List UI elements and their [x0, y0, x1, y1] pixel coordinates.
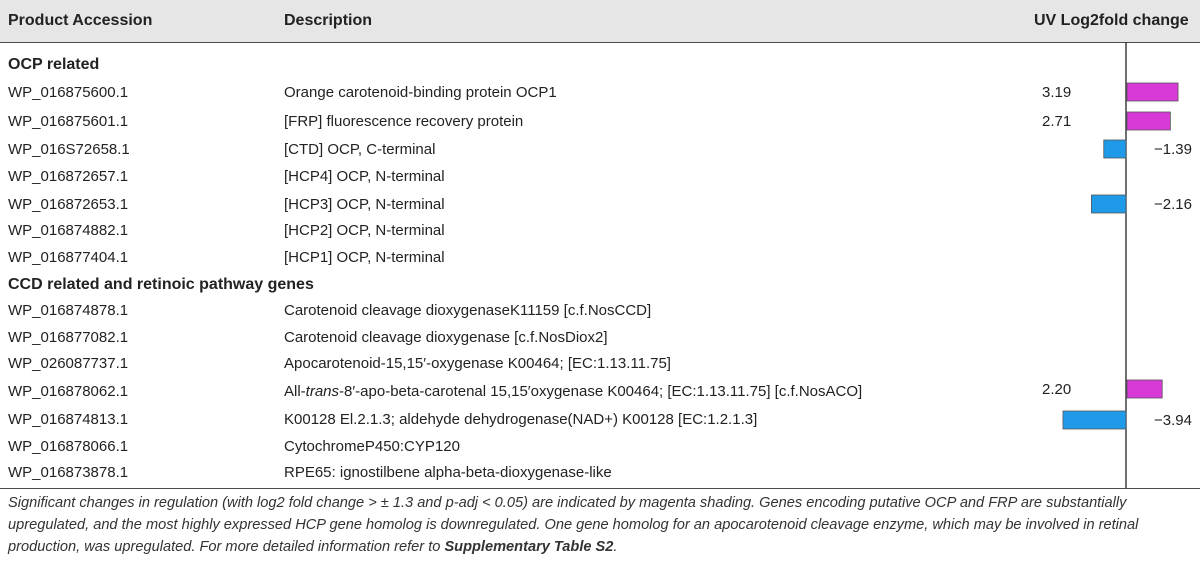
accession: WP_016874813.1 [8, 411, 129, 428]
description-italic: trans [305, 383, 340, 400]
caption-end: . [613, 539, 618, 555]
description: [HCP3] OCP, N-terminal [284, 196, 445, 213]
bar-value-label: 2.20 [1042, 381, 1072, 398]
header-accession: Product Accession [8, 12, 153, 29]
description: Carotenoid cleavage dioxygenase [c.f.NosDiox2] [284, 329, 608, 346]
description: [HCP4] OCP, N-terminal [284, 168, 445, 185]
log2fold-bar [1091, 195, 1126, 213]
bar-value-label: −2.16 [1154, 196, 1192, 213]
log2fold-bar [1104, 140, 1126, 158]
accession: WP_016877404.1 [8, 249, 129, 266]
bar-value-label: 3.19 [1042, 84, 1072, 101]
accession: WP_016872653.1 [8, 196, 129, 213]
description: [CTD] OCP, C-terminal [284, 141, 436, 158]
header-change: UV Log2fold change [1034, 12, 1189, 29]
bar-value-label: −1.39 [1154, 141, 1192, 158]
header-description: Description [284, 12, 373, 29]
accession: WP_016878066.1 [8, 438, 129, 455]
description-part: All- [284, 383, 306, 400]
accession: WP_016877082.1 [8, 329, 129, 346]
accession: WP_016874882.1 [8, 222, 129, 239]
bar-value-label: −3.94 [1154, 412, 1192, 429]
description: CytochromeP450:CYP120 [284, 438, 460, 455]
accession: WP_016872657.1 [8, 168, 129, 185]
caption-text: Significant changes in regulation (with log2 fold change > ± 1.3 and p-adj < 0.05) are indicated by magenta shading. Genes encoding putative OCP and FRP are substantially upregulated, and the most highly expressed HCP gene homolog is downregulated. One gene homolog for an apocarotenoid cleavage enzyme, which may be involved in retinal production, was upregulated. For more detailed information refer to [8, 495, 1139, 555]
description: [FRP] fluorescence recovery protein [284, 113, 524, 130]
supplementary-table-link[interactable]: Supplementary Table S2 [444, 539, 614, 555]
description: Apocarotenoid-15,15′-oxygenase K00464; [EC:1.13.11.75] [284, 355, 671, 372]
description-part: -8′-apo-beta-carotenal 15,15′oxygenase K00464; [EC:1.13.11.75] [c.f.NosACO] [339, 383, 863, 400]
log2fold-bar [1127, 380, 1162, 398]
accession: WP_016S72658.1 [8, 141, 130, 158]
table-bottom-rule [0, 488, 1200, 489]
description: [HCP1] OCP, N-terminal [284, 249, 445, 266]
description: RPE65: ignostilbene alpha-beta-dioxygenase-like [284, 464, 612, 481]
description: K00128 El.2.1.3; aldehyde dehydrogenase(NAD+) K00128 [EC:1.2.1.3] [284, 411, 758, 428]
section-title-ccd: CCD related and retinoic pathway genes [8, 276, 314, 293]
description: [HCP2] OCP, N-terminal [284, 222, 445, 239]
description: Orange carotenoid-binding protein OCP1 [284, 84, 557, 101]
accession: WP_016874878.1 [8, 302, 129, 319]
log2fold-bar [1127, 83, 1178, 101]
section-title-ocp: OCP related [8, 56, 100, 73]
accession: WP_016875601.1 [8, 113, 129, 130]
accession: WP_016873878.1 [8, 464, 129, 481]
description: Carotenoid cleavage dioxygenaseK11159 [c.f.NosCCD] [284, 302, 652, 319]
accession: WP_016878062.1 [8, 383, 129, 400]
log2fold-bar [1063, 411, 1126, 429]
log2fold-bar [1127, 112, 1170, 130]
accession: WP_026087737.1 [8, 355, 129, 372]
accession: WP_016875600.1 [8, 84, 129, 101]
bar-value-label: 2.71 [1042, 113, 1072, 130]
table-caption [8, 492, 1194, 558]
